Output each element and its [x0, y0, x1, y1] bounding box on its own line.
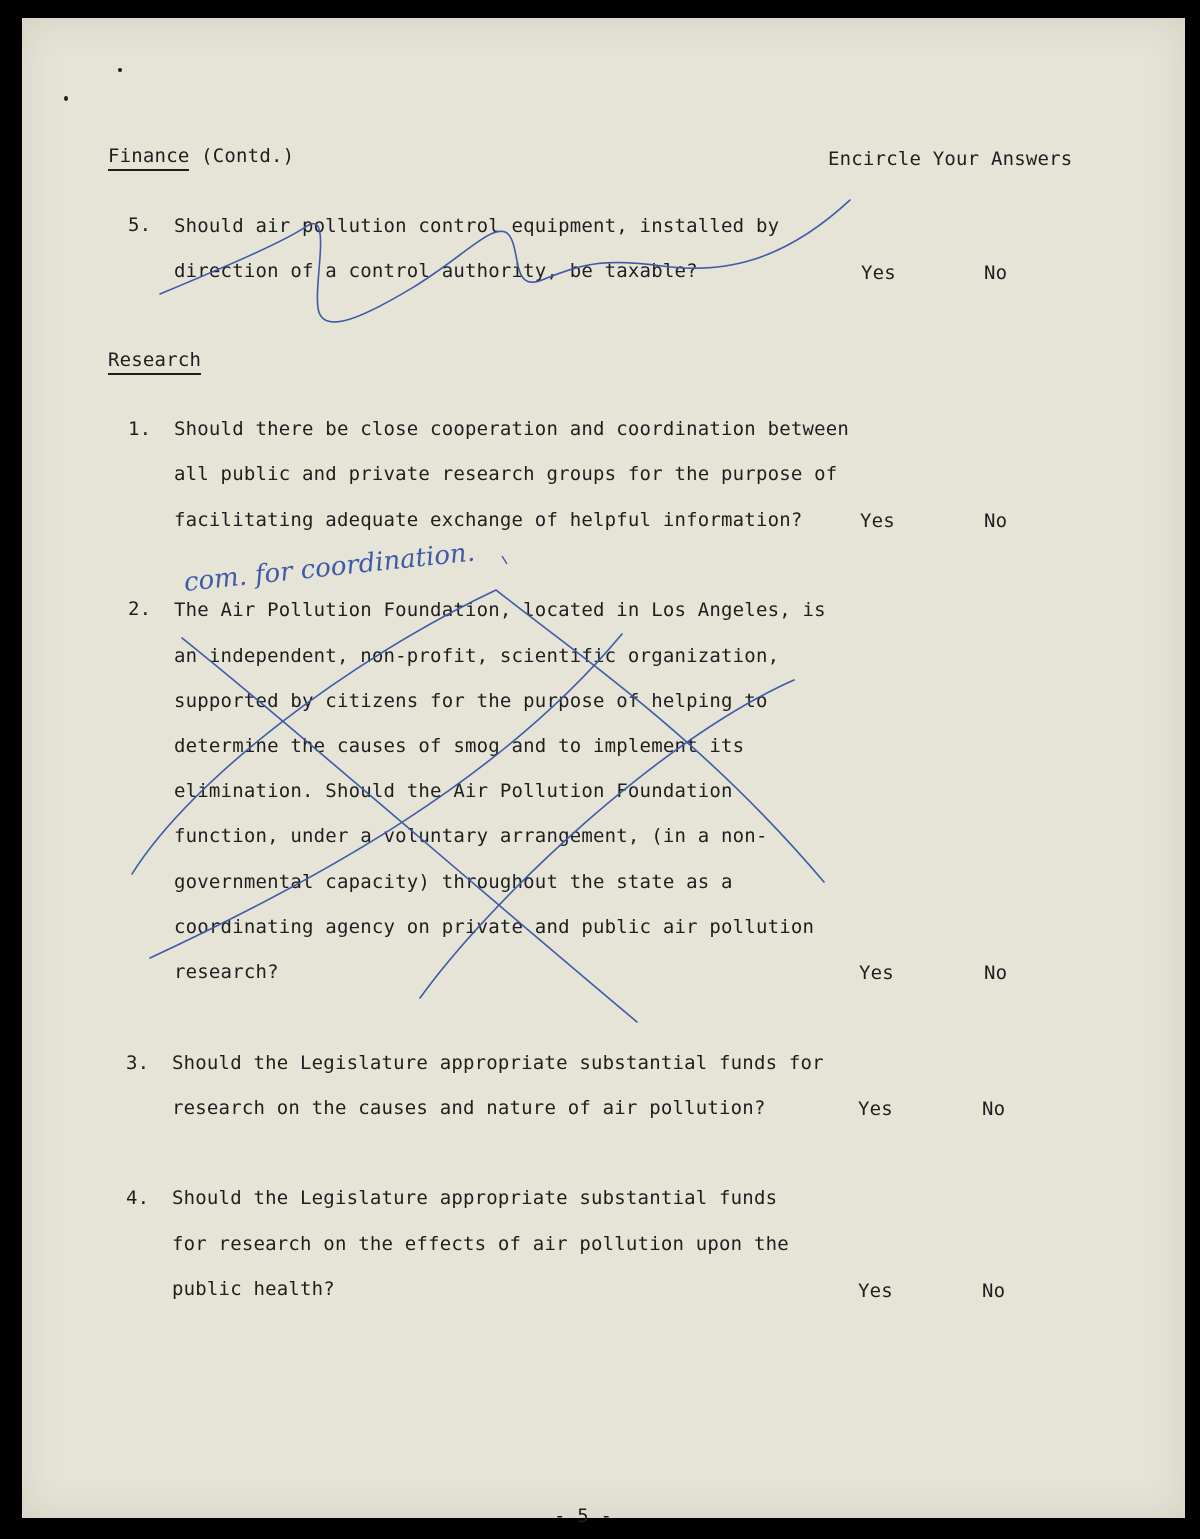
question-number: 5.	[128, 214, 152, 236]
question-number: 3.	[126, 1052, 150, 1074]
paper-speck	[118, 68, 122, 72]
question-text-line: an independent, non-profit, scientific organization,	[174, 645, 780, 667]
instruction-label: Encircle Your Answers	[828, 148, 1073, 170]
answer-no[interactable]: No	[982, 1098, 1006, 1120]
answer-yes[interactable]: Yes	[859, 962, 894, 984]
question-text-line: Should air pollution control equipment, installed by	[174, 215, 780, 237]
question-text-line: determine the causes of smog and to implement its	[174, 735, 745, 757]
question-number: 2.	[128, 598, 152, 620]
answer-no[interactable]: No	[984, 962, 1008, 984]
question-text-line: direction of a control authority, be taxable?	[174, 260, 698, 282]
answer-no[interactable]: No	[984, 510, 1008, 532]
question-text-line: research?	[174, 961, 279, 983]
question-text-line: Should the Legislature appropriate substantial funds	[172, 1187, 778, 1209]
section-title-suffix: (Contd.)	[201, 145, 295, 167]
answer-no[interactable]: No	[984, 262, 1008, 284]
question-number: 1.	[128, 418, 152, 440]
section-title-research	[108, 349, 201, 371]
page-number: - 5 -	[554, 1505, 613, 1527]
pen-tick	[502, 556, 507, 564]
research-heading-text: Research	[108, 349, 201, 375]
answer-yes[interactable]: Yes	[861, 262, 896, 284]
handwritten-note: com. for coordination.	[182, 537, 477, 598]
answer-yes[interactable]: Yes	[858, 1098, 893, 1120]
question-text-line: facilitating adequate exchange of helpful information?	[174, 509, 803, 531]
answer-yes[interactable]: Yes	[858, 1280, 893, 1302]
question-text-line: coordinating agency on private and public air pollution	[174, 916, 815, 938]
section-header	[108, 145, 294, 167]
question-text-line: function, under a voluntary arrangement, (in a non-	[174, 825, 768, 847]
paper-speck	[64, 96, 68, 101]
document-page	[22, 18, 1185, 1527]
question-text-line: research on the causes and nature of air pollution?	[172, 1097, 766, 1119]
section-title-finance: Finance	[108, 145, 189, 171]
question-text-line: Should the Legislature appropriate substantial funds for	[172, 1052, 824, 1074]
question-text-line: all public and private research groups for the purpose of	[174, 463, 838, 485]
question-text-line: The Air Pollution Foundation, located in Los Angeles, is	[174, 599, 826, 621]
question-text-line: for research on the effects of air pollution upon the	[172, 1233, 789, 1255]
question-text-line: governmental capacity) throughout the state as a	[174, 871, 733, 893]
question-text-line: Should there be close cooperation and coordination between	[174, 418, 850, 440]
question-number: 4.	[126, 1187, 150, 1209]
answer-no[interactable]: No	[982, 1280, 1006, 1302]
question-text-line: supported by citizens for the purpose of helping to	[174, 690, 768, 712]
question-text-line: elimination. Should the Air Pollution Foundation	[174, 780, 733, 802]
answer-yes[interactable]: Yes	[860, 510, 895, 532]
question-text-line: public health?	[172, 1278, 335, 1300]
